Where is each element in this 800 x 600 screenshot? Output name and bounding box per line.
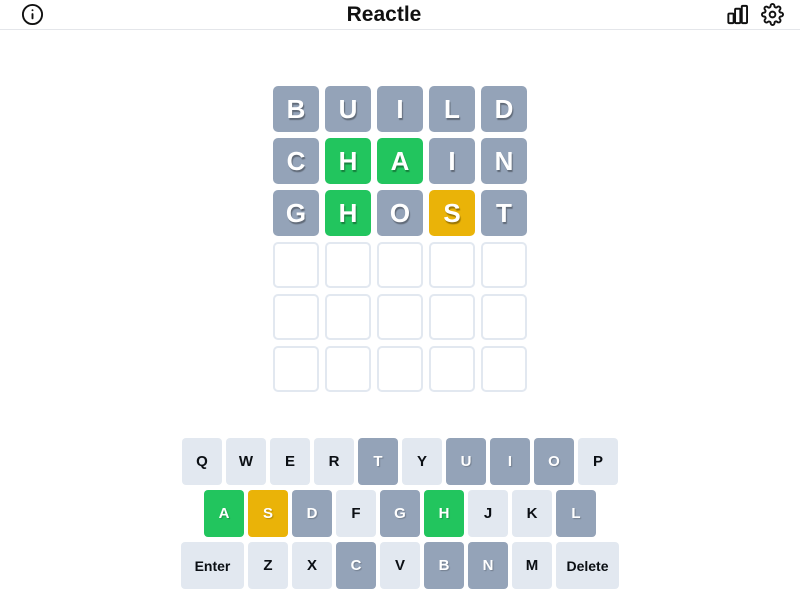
- key-k[interactable]: K: [512, 490, 552, 537]
- info-button[interactable]: [20, 3, 44, 27]
- tile-o: O: [377, 190, 423, 236]
- stats-button[interactable]: [724, 3, 748, 27]
- tile-empty: [325, 294, 371, 340]
- tile-g: G: [273, 190, 319, 236]
- tile-c: C: [273, 138, 319, 184]
- key-l[interactable]: L: [556, 490, 596, 537]
- tile-empty: [377, 294, 423, 340]
- tile-h: H: [325, 190, 371, 236]
- tile-b: B: [273, 86, 319, 132]
- tile-empty: [377, 242, 423, 288]
- key-t[interactable]: T: [358, 438, 398, 485]
- key-f[interactable]: F: [336, 490, 376, 537]
- keyboard-row: [181, 542, 619, 589]
- tile-empty: [481, 346, 527, 392]
- key-d[interactable]: D: [292, 490, 332, 537]
- key-r[interactable]: R: [314, 438, 354, 485]
- key-m[interactable]: M: [512, 542, 552, 589]
- tile-empty: [377, 346, 423, 392]
- tile-empty: [273, 294, 319, 340]
- info-icon: [21, 3, 44, 26]
- key-enter[interactable]: Enter: [181, 542, 244, 589]
- tile-t: T: [481, 190, 527, 236]
- tile-empty: [429, 346, 475, 392]
- header-right-icons: [724, 3, 784, 27]
- tile-h: H: [325, 138, 371, 184]
- gear-icon: [761, 3, 784, 26]
- key-u[interactable]: U: [446, 438, 486, 485]
- tile-d: D: [481, 86, 527, 132]
- tile-l: L: [429, 86, 475, 132]
- tile-empty: [325, 346, 371, 392]
- key-j[interactable]: J: [468, 490, 508, 537]
- key-delete[interactable]: Delete: [556, 542, 619, 589]
- board-row: [273, 190, 527, 236]
- key-p[interactable]: P: [578, 438, 618, 485]
- header: [0, 0, 800, 30]
- tile-u: U: [325, 86, 371, 132]
- key-q[interactable]: Q: [182, 438, 222, 485]
- board-row: [273, 86, 527, 132]
- key-o[interactable]: O: [534, 438, 574, 485]
- keyboard-row: [204, 490, 596, 537]
- tile-a: A: [377, 138, 423, 184]
- tile-n: N: [481, 138, 527, 184]
- tile-empty: [429, 242, 475, 288]
- board-row: [273, 294, 527, 340]
- key-a[interactable]: A: [204, 490, 244, 537]
- app-title: Reactle: [346, 2, 422, 26]
- tile-empty: [273, 242, 319, 288]
- tile-i: I: [429, 138, 475, 184]
- bar-chart-icon: [725, 3, 748, 26]
- key-x[interactable]: X: [292, 542, 332, 589]
- keyboard-row: [182, 438, 618, 485]
- key-h[interactable]: H: [424, 490, 464, 537]
- board-row: [273, 138, 527, 184]
- key-g[interactable]: G: [380, 490, 420, 537]
- tile-i: I: [377, 86, 423, 132]
- settings-button[interactable]: [760, 3, 784, 27]
- board: [0, 86, 800, 392]
- tile-empty: [429, 294, 475, 340]
- key-y[interactable]: Y: [402, 438, 442, 485]
- key-z[interactable]: Z: [248, 542, 288, 589]
- key-v[interactable]: V: [380, 542, 420, 589]
- key-c[interactable]: C: [336, 542, 376, 589]
- key-w[interactable]: W: [226, 438, 266, 485]
- keyboard: [0, 438, 800, 589]
- tile-empty: [481, 294, 527, 340]
- key-b[interactable]: B: [424, 542, 464, 589]
- tile-empty: [273, 346, 319, 392]
- board-row: [273, 242, 527, 288]
- key-i[interactable]: I: [490, 438, 530, 485]
- board-row: [273, 346, 527, 392]
- tile-s: S: [429, 190, 475, 236]
- tile-empty: [481, 242, 527, 288]
- key-n[interactable]: N: [468, 542, 508, 589]
- key-s[interactable]: S: [248, 490, 288, 537]
- tile-empty: [325, 242, 371, 288]
- key-e[interactable]: E: [270, 438, 310, 485]
